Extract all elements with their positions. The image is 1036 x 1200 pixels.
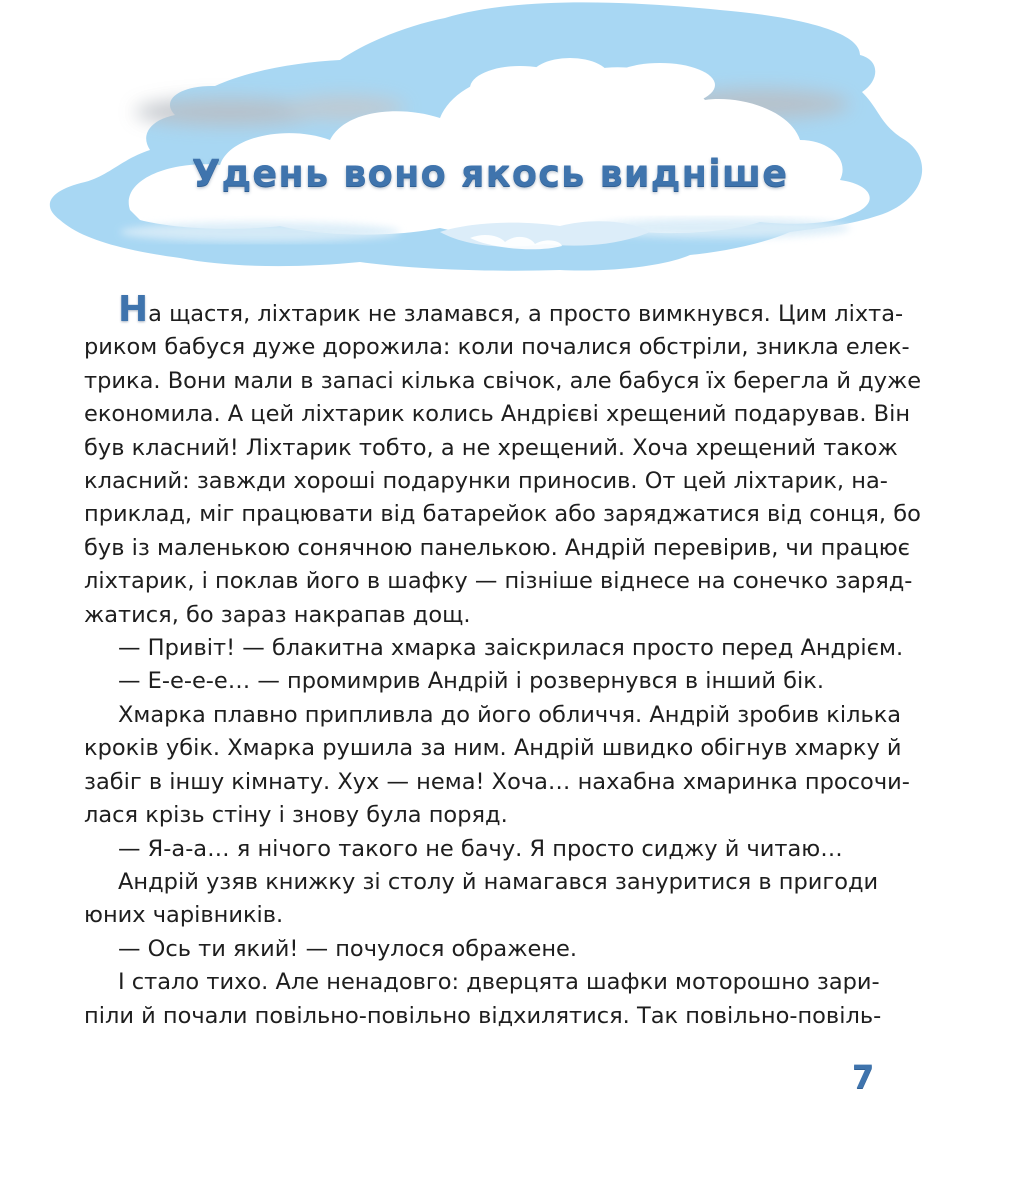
text-line: юних чарівників. xyxy=(84,902,284,929)
text-line: — Е-е-е-е… — промимрив Андрій і розвернувся в інший бік. xyxy=(118,668,825,695)
text-line: був із маленькою сонячною панелькою. Андрій перевірив, чи працює xyxy=(84,534,910,561)
text-line: лася крізь стіну і знову була поряд. xyxy=(84,802,508,829)
body-text xyxy=(84,289,922,1033)
text-line: Хмарка плавно припливла до його обличчя. Андрій зробив кілька xyxy=(118,701,902,728)
text-line: — Ось ти який! — почулося ображене. xyxy=(118,935,578,962)
text-line: забіг в іншу кімнату. Хух — нема! Хоча… нахабна хмаринка просочи- xyxy=(84,768,910,795)
chapter-title: Удень воно якось видніше xyxy=(191,152,789,195)
text-line: На щастя, ліхтарик не зламався, а просто вимкнувся. Цим ліхта- xyxy=(118,289,904,330)
cloud-header-illustration xyxy=(0,0,1036,290)
page-number: 7 xyxy=(852,1058,875,1096)
text-line: Андрій узяв книжку зі столу й намагався зануритися в пригоди xyxy=(118,868,879,895)
text-line: — Я-а-а… я нічого такого не бачу. Я просто сиджу й читаю… xyxy=(118,835,843,862)
text-line: був класний! Ліхтарик тобто, а не хрещений. Хоча хрещений також xyxy=(84,434,898,461)
text-line: — Привіт! — блакитна хмарка заіскрилася просто перед Андрієм. xyxy=(118,635,904,662)
text-line: класний: завжди хороші подарунки приносив. От цей ліхтарик, на- xyxy=(84,468,888,495)
text-line: приклад, міг працювати від батарейок або заряджатися від сонця, бо xyxy=(84,501,921,528)
drop-cap: Н xyxy=(118,289,149,330)
text-line: кроків убік. Хмарка рушила за ним. Андрій швидко обігнув хмарку й xyxy=(84,735,902,762)
text-line: І стало тихо. Але ненадовго: дверцята шафки моторошно зари- xyxy=(118,969,880,996)
text-line: трика. Вони мали в запасі кілька свічок, але бабуся їх берегла й дуже xyxy=(84,367,922,394)
text-line: піли й почали повільно-повільно відхилятися. Так повільно-повіль- xyxy=(84,1002,882,1029)
text-line: ліхтарик, і поклав його в шафку — пізніше віднесе на сонечко заряд- xyxy=(84,568,913,595)
text-line: риком бабуся дуже дорожила: коли почалися обстріли, зникла елек- xyxy=(84,334,910,361)
text-line: жатися, бо зараз накрапав дощ. xyxy=(84,601,471,628)
text-line: економила. А цей ліхтарик колись Андрієві хрещений подарував. Він xyxy=(84,401,911,428)
